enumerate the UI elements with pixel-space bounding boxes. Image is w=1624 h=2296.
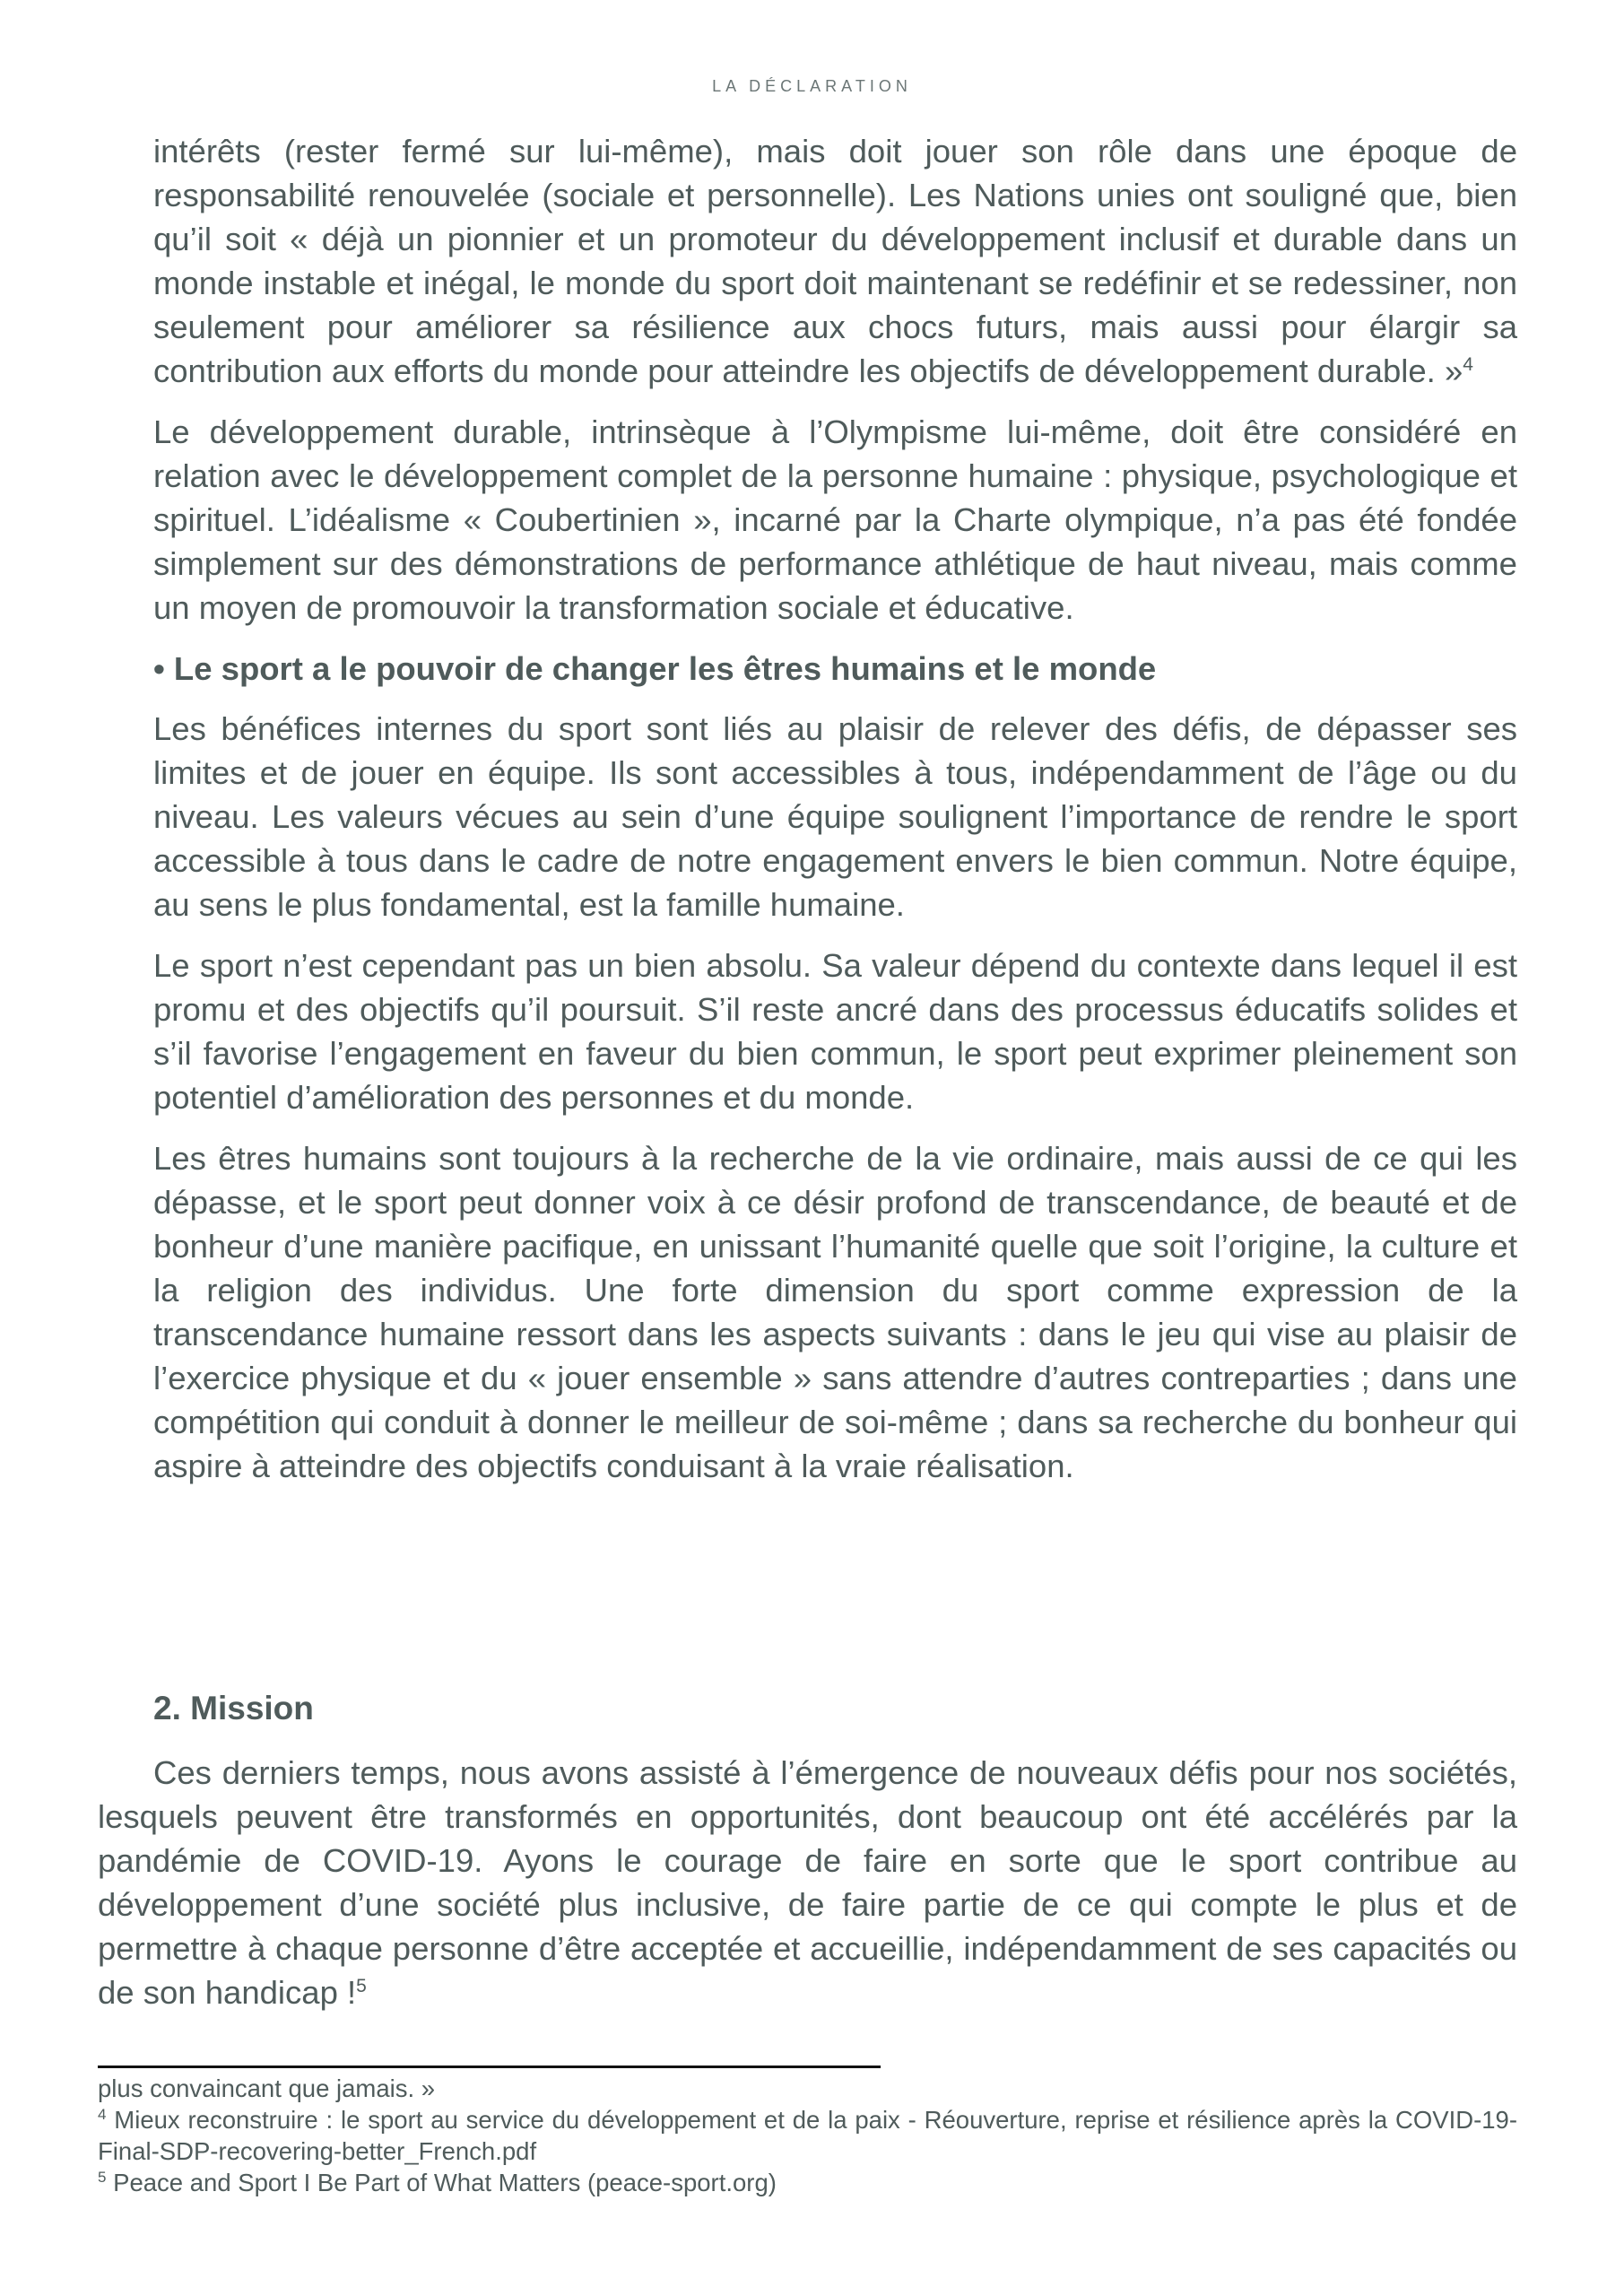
footnote-4 <box>98 2104 1517 2167</box>
footnotes <box>98 2073 1517 2198</box>
mission-section <box>98 1751 1517 2031</box>
body-text <box>153 129 1517 1505</box>
running-header: LA DÉCLARATION <box>712 77 912 95</box>
footnote-continuation: plus convaincant que jamais. » <box>98 2074 436 2102</box>
section-heading-mission: 2. Mission <box>153 1690 314 1726</box>
footnote-divider <box>98 2066 881 2068</box>
paragraph-3: Les bénéfices internes du sport sont liés au plaisir de relever des défis, de dépasser ses limites et de jouer en équipe. Ils sont accessibles à tous, indépendamment de l’âge ou du niveau. Les valeurs vécues au sein d’une équipe soulignent l’importance de rendre le sport accessible à tous dans le cadre de notre engagement envers le bien commun. Notre équipe, au sens le plus fondamental, est la famille humaine. <box>153 710 1517 923</box>
footnote-5-number: 5 <box>98 2168 107 2186</box>
mission-paragraph-text: Ces derniers temps, nous avons assisté à l’émergence de nouveaux défis pour nos sociétés, lesquels peuvent être transformés en opportunités, dont beaucoup ont été accélérés par la pandémie de COVID-19. Ayons le courage de faire en sorte que le sport contribue au développement d’une société plus inclusive, de faire partie de ce qui compte le plus et de permettre à chaque personne d’être acceptée et accueillie, indépendamment de ses capacités ou de son handicap ! <box>98 1754 1517 2011</box>
paragraph-1-text: intérêts (rester fermé sur lui-même), mais doit jouer son rôle dans une époque de responsabilité renouvelée (sociale et personnelle). Les Nations unies ont souligné que, bien qu’il soit « déjà un pionnier et un promoteur du développement inclusif et durable dans un monde instable et inégal, le monde du sport doit maintenant se redéfinir et se redessiner, non seulement pour améliorer sa résilience aux chocs futurs, mais aussi pour élargir sa contribution aux efforts du monde pour atteindre les objectifs de développement durable. » <box>153 133 1517 389</box>
footnote-4-number: 4 <box>98 2105 107 2123</box>
paragraph-1 <box>153 129 1517 393</box>
paragraph-5: Les êtres humains sont toujours à la recherche de la vie ordinaire, mais aussi de ce qui les dépasse, et le sport peut donner voix à ce désir profond de transcendance, de beauté et de bonheur d’une manière pacifique, en unissant l’humanité quelle que soit l’origine, la culture et la religion des individus. Une forte dimension du sport comme expression de la transcendance humaine ressort dans les aspects suivants : dans le jeu qui vise au plaisir de l’exercice physique et du « jouer ensemble » sans attendre d’autres contreparties ; dans une compétition qui conduit à donner le meilleur de soi-même ; dans sa recherche du bonheur qui aspire à atteindre des objectifs conduisant à la vraie réalisation. <box>153 1140 1517 1484</box>
footnote-5 <box>98 2167 1517 2198</box>
paragraph-4: Le sport n’est cependant pas un bien absolu. Sa valeur dépend du contexte dans lequel il est promu et des objectifs qu’il poursuit. S’il reste ancré dans des processus éducatifs solides et s’il favorise l’engagement en faveur du bien commun, le sport peut exprimer pleinement son potentiel d’amélioration des personnes et du monde. <box>153 947 1517 1116</box>
footnote-ref-5[interactable]: 5 <box>356 1975 367 1996</box>
footnote-ref-4[interactable]: 4 <box>1463 353 1473 375</box>
mission-paragraph <box>98 1751 1517 2014</box>
bullet-heading: • Le sport a le pouvoir de changer les êtres humains et le monde <box>153 650 1157 687</box>
footnote-5-link[interactable]: Peace and Sport I Be Part of What Matters (peace-sport.org) <box>106 2169 777 2196</box>
footnote-4-text: Mieux reconstruire : le sport au service du développement et de la paix - Réouverture, reprise et résilience après la COVID-19-Final-SDP-recovering-better_French.pdf <box>98 2106 1517 2165</box>
paragraph-2: Le développement durable, intrinsèque à l’Olympisme lui-même, doit être considéré en relation avec le développement complet de la personne humaine : physique, psychologique et spirituel. L’idéalisme « Coubertinien », incarné par la Charte olympique, n’a pas été fondée simplement sur des démonstrations de performance athlétique de haut niveau, mais comme un moyen de promouvoir la transformation sociale et éducative. <box>153 413 1517 626</box>
